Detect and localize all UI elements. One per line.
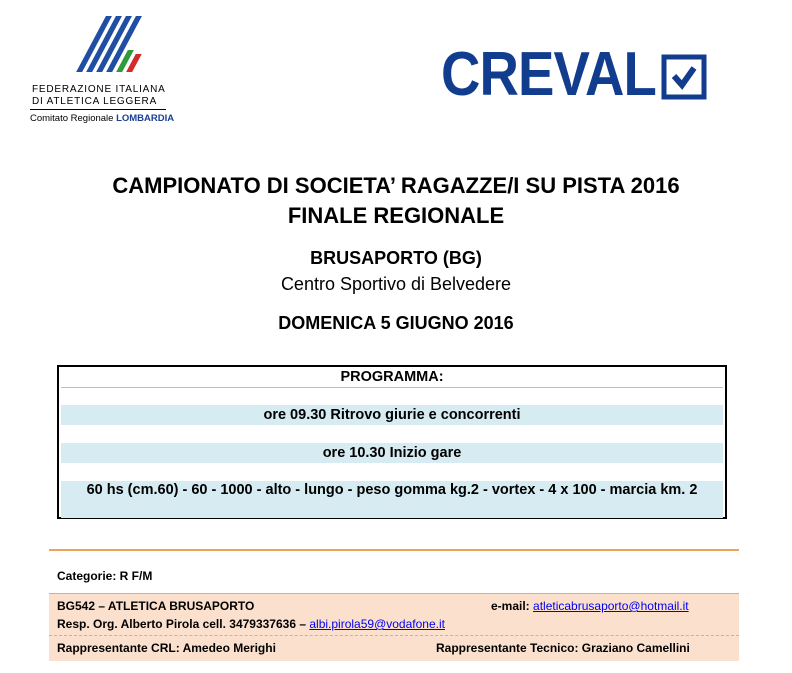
- event-subtitle: FINALE REGIONALE: [287, 203, 505, 228]
- event-date: DOMENICA 5 GIUGNO 2016: [278, 313, 514, 333]
- fidal-region: LOMBARDIA: [116, 113, 175, 124]
- club-name: BG542 – ATLETICA BRUSAPORTO: [57, 599, 255, 613]
- programma-row-ritrovo: ore 09.30 Ritrovo giurie e concorrenti: [61, 405, 723, 425]
- event-title: CAMPIONATO DI SOCIETA’ RAGAZZE/I SU PISTA 2016: [112, 173, 680, 198]
- email-label: e-mail:: [491, 599, 530, 613]
- programma-separator: [61, 387, 723, 388]
- rappresentante-crl: Rappresentante CRL: Amedeo Merighi: [57, 641, 276, 655]
- creval-check-icon: [661, 54, 707, 100]
- fidal-name-line2: DI ATLETICA LEGGERA: [32, 96, 158, 107]
- programma-heading: PROGRAMMA:: [340, 369, 444, 385]
- fidal-stripes-icon: [67, 14, 157, 76]
- event-location: BRUSAPORTO (BG): [310, 248, 482, 268]
- contact-divider: [49, 635, 739, 636]
- fidal-divider: [30, 109, 166, 110]
- creval-wordmark: CREVAL: [441, 40, 656, 109]
- resp-org-row: [57, 617, 445, 631]
- programma-row-gare: 60 hs (cm.60) - 60 - 1000 - alto - lungo - peso gomma kg.2 - vortex - 4 x 100 - marcia km. 2: [61, 481, 723, 518]
- rappresentante-tecnico: Rappresentante Tecnico: Graziano Camellini: [436, 641, 690, 655]
- event-venue: Centro Sportivo di Belvedere: [280, 274, 512, 294]
- club-email-row: [491, 599, 689, 613]
- resp-org-text: Resp. Org. Alberto Pirola cell. 3479337636 –: [57, 617, 307, 631]
- resp-email-link[interactable]: albi.pirola59@vodafone.it: [309, 617, 445, 631]
- categorie: Categorie: R F/M: [57, 569, 153, 583]
- orange-rule-top: [49, 549, 739, 551]
- club-email-link[interactable]: atleticabrusaporto@hotmail.it: [533, 599, 689, 613]
- programma-box: [57, 365, 727, 519]
- fidal-logo: [22, 10, 175, 125]
- fidal-committee: Comitato Regionale LOMBARDIA: [30, 113, 175, 124]
- programma-row-inizio: ore 10.30 Inizio gare: [61, 443, 723, 463]
- fidal-name-line1: FEDERAZIONE ITALIANA: [32, 84, 166, 95]
- contact-block: [49, 593, 739, 661]
